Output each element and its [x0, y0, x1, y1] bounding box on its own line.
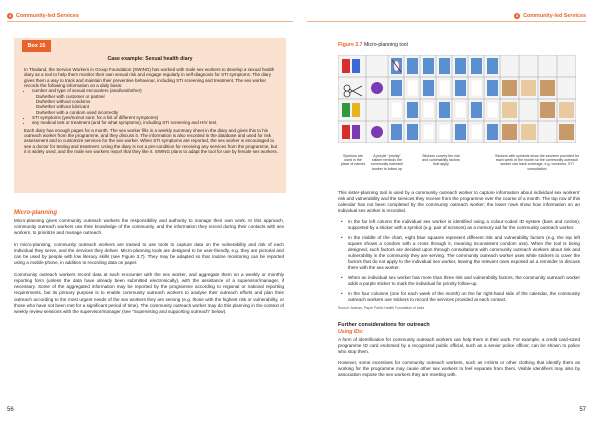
running-header-label: Community-led Services: [523, 13, 586, 19]
box-closing: Each diary has enough pages for a month. The sex worker fills in a weekly summary sheet in the diary and gives this to his outreach worker from the programme, and they discuss it. The information is also recorded in the database and used for risk assessment and to customize services for the sex worker. When STI symptoms are reported, the sex worker is encouraged to see a doctor for testing and treatment. Using the diary is not a pre-condition for receiving any services from the programme, but it is widely used, and the male sex workers report that they like it. SWING plans to adapt the tool for use by female sex workers.: [24, 127, 278, 155]
left-body-text: [14, 218, 284, 321]
box-bullet: • any medical test or treatment (and for what symptoms), including STI screening and HIV test.: [32, 120, 280, 125]
list-item: • In the far left column the individual sex worker is identified using a colour-coded ID system (bars and circles), supported by a sticker with a symbol (e.g. pair of scissors) as a memory aid for the community outreach worker.: [344, 219, 580, 231]
box-sub-item: Dwhether with a condom used incorrectly: [36, 109, 119, 115]
further-body-text: [338, 337, 580, 383]
header-rule: [7, 21, 293, 22]
box-bullet: • STI symptoms (yes/no/not sure; for a list of different symptoms): [32, 115, 280, 120]
list-item: • In the middle of the chart, eight blue squares represent different risk and vulnerability factors (e.g. the top left square shows a condom with a cross through it, meaning inconsistent condom use). When the tool is being designed, such factors are decided upon through consultations with community outreach workers about risk and vulnerability in the community they are serving. The community outreach worker uses white stickers to cover the factors that do not apply to the individual sex worker, leaving the relevant ones exposed as a reminder to discuss them with the sex worker.: [344, 235, 580, 271]
running-header: [514, 13, 586, 19]
paragraph: Micro-planning gives community outreach workers the responsibility and authority to manage their own work. In this approach, community outreach workers use their knowledge of the community, and the information they record during their contacts with sex workers, to prioritize and manage outreach.: [14, 218, 284, 236]
figure-bullets: [338, 219, 580, 303]
section-heading: Micro-planning: [14, 210, 57, 216]
paragraph: However, some incentives for community outreach workers, such as t-shirts or other clothing that identify them as working for the programme may cause other sex workers to feel separate from them. Visible identifiers may also by association expose the sex workers they are meeting with.: [338, 360, 580, 377]
box-sub-item: Dwhether without lubricant: [36, 104, 90, 110]
priority-sticker-icon: [371, 82, 383, 94]
page-number: 56: [7, 407, 14, 413]
paragraph: This sister-planning tool is used by a community outreach worker to capture information about individual sex workers' risk and vulnerability and the services they receive from the programme over the course of a month. The top row of this calendar has not been completed by the community outreach worker; the lower rows show how information on an individual sex worker is recorded.: [338, 190, 580, 213]
annotation-services: Stickers with symbols show the services provided for each week of the month so the community outreach worker can track coverage, e.g. condoms, STI consultation: [495, 154, 579, 171]
further-heading: Further considerations for outreach: [338, 322, 430, 328]
box-body: [24, 67, 280, 155]
right-page: [300, 0, 600, 424]
list-item: • When an individual sex worker has more than three risk and vulnerability factors, the community outreach worker adds a purple sticker to mark the individual for priority follow-up.: [344, 275, 580, 287]
figure-caption: [338, 42, 408, 48]
box-title: Case example: Sexual health diary: [107, 56, 193, 62]
figure-label: Figure 3.7: [338, 42, 363, 48]
header-rule: [307, 21, 586, 22]
figure-description: [338, 190, 580, 307]
list-item: • In the four columns (one for each week of the month) on the far right-hand side of the calendar, the community outreach workers use stickers to record the services provided at each contact.: [344, 291, 580, 303]
running-header-label: Community-led Services: [16, 13, 79, 19]
section-circle-icon: 3: [515, 13, 519, 18]
box-sub-item: Dwhether without condoms: [36, 99, 91, 105]
annotation-risk: Stickers convey the risk and vulnerability factors that apply: [422, 154, 460, 167]
box-tab: Box 15: [22, 40, 51, 52]
paragraph: Community outreach workers record data at each encounter with the sex worker, and aggregate them on a weekly or monthly reporting form (unless the data have already been submitted electronically), with the assistance of a supervisor/manager, if necessary. Some of the aggregated information may be reported by the programme according to regional or national reporting requirements, but its primary purpose is to enable community outreach workers to analyse their outreach efforts and plan their outreach according to the most urgent needs of the sex workers they are serving (e.g. those with the highest risk or vulnerability, or those who have not been met for a significant period of time). The community outreach worker may do this planning in the context of weekly review sessions with the supervisor/manager (see "Supervising and supporting outreach" below).: [14, 272, 284, 314]
paragraph: In micro-planning, community outreach workers are trained to use tools to capture data on the vulnerability and risk of each individual they serve, and the services they deliver. Micro-planning tools are designed to be user-friendly, e.g. they are pictorial and can be used by people with low literacy skills (see Figure 3.7). They may be adapted so that routine monitoring can be reported using a mobile phone, in addition to recording data on paper.: [14, 242, 284, 266]
box-list: [24, 115, 280, 126]
micro-planning-tool-image: [338, 55, 576, 143]
page-number: 57: [579, 407, 586, 413]
figure-source: Source: Avahan, Paych Public Health Foundation of India: [338, 306, 425, 310]
box-sub-item: Dwhether with customer or partner: [36, 93, 106, 99]
box-intro: In Thailand, the Service Workers in Group Foundation (SWING) has worked with male sex workers to develop a sexual health diary as a tool to help them monitor their own sexual risk and engage regularly in self-diagnosis for STI symptoms. The diary gives them a way to track and maintain their preventive behaviour, including STI screening and treatment. The sex worker records the following information on a daily basis:: [24, 67, 275, 89]
running-header: [7, 13, 79, 19]
box-bullet: • number and type of sexual encounters (anal/oral/other): [32, 88, 280, 93]
annotation-priority: A purple "priority" sticker reminds the community outreach worker to follow up: [370, 154, 404, 171]
annotation-symbols: Symbols are used in the place of names: [340, 154, 366, 167]
figure-title: Micro-planning tool: [363, 42, 408, 48]
using-ids-heading: Using IDs:: [338, 329, 364, 335]
section-circle-icon: 3: [8, 13, 12, 18]
case-example-box: [14, 38, 286, 193]
paragraph: A form of identification for community outreach workers can help them in their work. For example, a credit card-sized programme ID card endorsed by a recognized public official, such as a senior police officer, can be shown to police who stop them.: [338, 337, 580, 354]
